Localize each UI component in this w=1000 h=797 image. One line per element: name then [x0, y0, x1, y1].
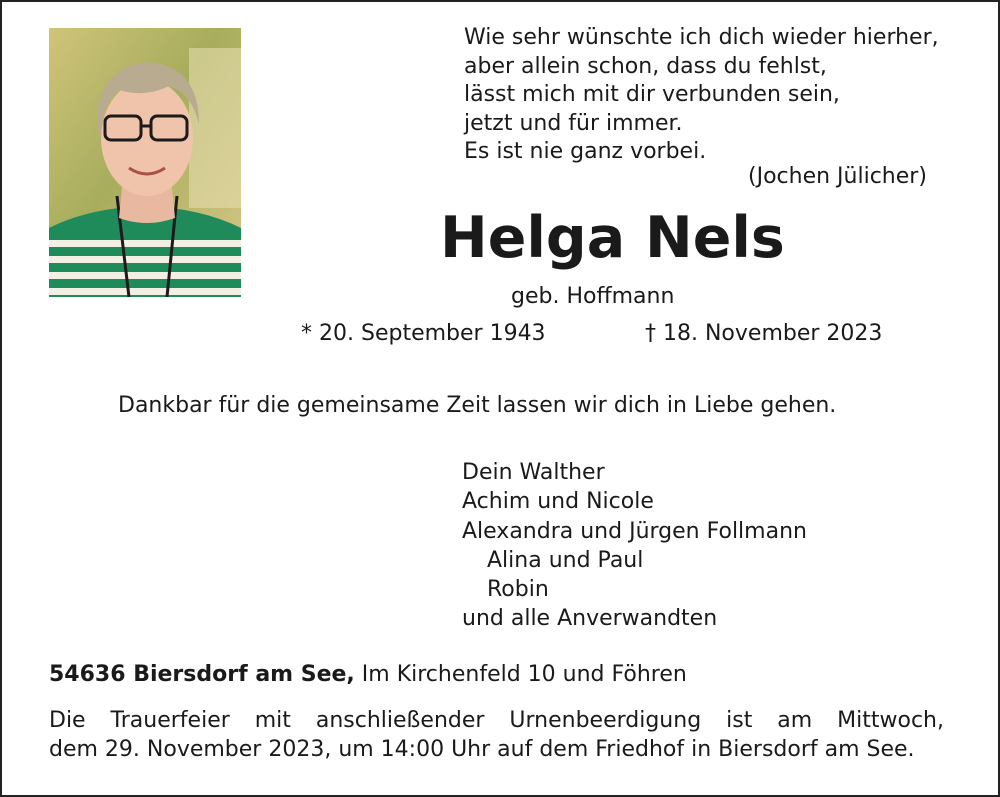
family-member: Achim und Nicole [462, 489, 654, 515]
poem-line: aber allein schon, dass du fehlst, [464, 53, 827, 79]
family-list [462, 458, 807, 634]
notice-word: ist [726, 708, 753, 733]
notice-word: Die [49, 708, 86, 733]
poem-line: lässt mich mit dir verbunden sein, [464, 82, 840, 107]
poem [464, 24, 939, 167]
family-member: Alina und Paul [487, 547, 644, 573]
notice-line-1 [49, 706, 944, 735]
gratitude-text: Dankbar für die gemeinsame Zeit lassen wir dich in Liebe gehen. [118, 393, 837, 418]
family-member: und alle Anverwandten [462, 606, 718, 632]
deceased-name: Helga Nels [440, 205, 785, 271]
address-city: 54636 Biersdorf am See, [49, 662, 355, 687]
address [49, 662, 687, 687]
notice-word: am [777, 708, 813, 733]
notice-word: Urnenbeerdigung [509, 708, 702, 733]
poem-line: Wie sehr wünschte ich dich wieder hierher, [464, 25, 939, 50]
birth-date: * 20. September 1943 [301, 321, 546, 346]
family-member: Alexandra und Jürgen Follmann [462, 518, 807, 544]
notice-word: Mittwoch, [837, 708, 944, 733]
poem-author: (Jochen Jülicher) [748, 164, 927, 189]
notice-word: mit [254, 708, 291, 733]
poem-line: Es ist nie ganz vorbei. [464, 139, 707, 164]
portrait-photo [49, 28, 241, 297]
notice-word: Trauerfeier [110, 708, 230, 733]
maiden-name: geb. Hoffmann [511, 284, 675, 309]
notice-word: anschließender [315, 708, 485, 733]
notice-line-2: dem 29. November 2023, um 14:00 Uhr auf dem Friedhof in Biersdorf am See. [49, 737, 915, 762]
death-date: † 18. November 2023 [645, 321, 883, 346]
family-member: Robin [487, 577, 549, 603]
funeral-notice [49, 706, 944, 764]
address-street: Im Kirchenfeld 10 und Föhren [354, 662, 687, 687]
portrait-illustration [49, 28, 241, 297]
family-member: Dein Walther [462, 460, 605, 485]
poem-line: jetzt und für immer. [464, 110, 683, 136]
